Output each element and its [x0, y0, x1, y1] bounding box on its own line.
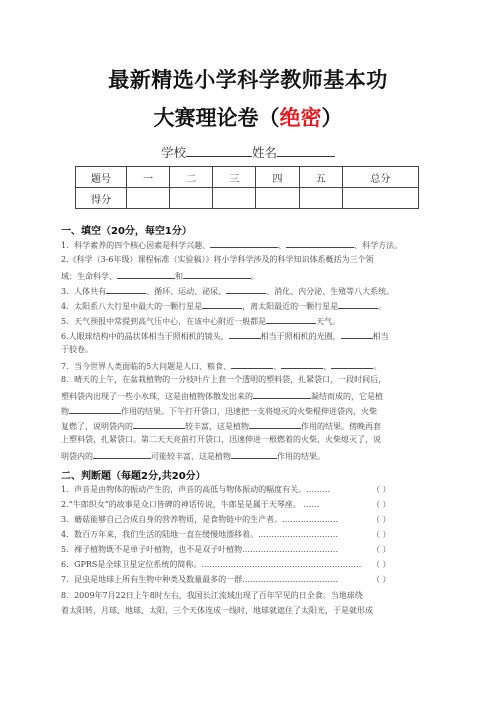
fill-question-6: [61, 329, 389, 342]
school-blank[interactable]: [186, 145, 252, 157]
q2-text: 。: [251, 272, 259, 281]
judge-question-4: 4．数百万年来，我们生活的陆地一直在缓慢地漂移着。…………………………: [61, 530, 339, 539]
score-header-cell: 题号: [76, 167, 127, 188]
fill-question-5: [61, 314, 340, 327]
q1-blank-1[interactable]: [210, 238, 278, 248]
q1-text: 、科学方法。: [354, 241, 403, 250]
answer-paren-2[interactable]: （ ）: [372, 500, 391, 509]
section-fill-heading: 一、填空（20分，每空1分）: [61, 226, 192, 237]
fill-question-1: [61, 238, 402, 251]
fill-question-7: [61, 359, 381, 372]
judge-question-6: 6．GPRS是全球卫星定位系统的简称。……………………………………………………: [61, 560, 362, 569]
q3-blank-2[interactable]: [226, 284, 266, 294]
fill-question-8-l4: [61, 419, 381, 432]
fill-question-4: [61, 299, 386, 312]
score-label-cell: 得分: [76, 188, 127, 209]
fill-question-6-cont: 于胶卷。: [61, 345, 93, 354]
score-input-cell[interactable]: [127, 188, 170, 209]
q8-text: 凝结而成的，它是植: [311, 392, 383, 401]
score-header-cell: 总分: [342, 167, 418, 188]
q1-text: 、: [278, 241, 287, 250]
score-input-cell[interactable]: [213, 188, 256, 209]
fill-question-8-l5: 上塑料袋，扎紧袋口。第二天天亮前打开袋口，迅速伸进一根燃着的火柴，火柴熄灭了，说: [61, 435, 381, 444]
q2-text: 域：生命科学、: [61, 272, 117, 281]
q7-blank-1[interactable]: [231, 359, 273, 369]
q7-text: 、: [323, 362, 332, 371]
judge-question-7: 7．昆虫是地球上所有生物中种类及数量最多的一群………………………………: [61, 575, 339, 584]
score-header-cell: 五: [299, 167, 342, 188]
q7-text: 、: [273, 362, 282, 371]
q8-blank-5[interactable]: [93, 449, 151, 459]
q8-blank-6[interactable]: [231, 449, 277, 459]
school-name-line: [0, 143, 496, 161]
school-label: 学校: [160, 145, 186, 160]
q8-text: 复燃了，说明袋内的: [61, 422, 133, 431]
section-judge-heading: 二、判断题（每题2分,共20分）: [61, 471, 206, 482]
q7-text: 7．当今世界人类面临的5大问题是人口、粮食、: [61, 362, 232, 371]
score-input-cell[interactable]: [342, 188, 418, 209]
q2-blank-1[interactable]: [117, 269, 175, 279]
q5-text: 5．天气预报中常提到高气压中心，在该中心附近一般都是: [61, 317, 267, 326]
q2-blank-2[interactable]: [183, 269, 251, 279]
q4-text: ，离太阳最近的一颗行星是: [242, 302, 339, 311]
q5-blank[interactable]: [266, 314, 316, 324]
fill-question-8-l6: [61, 449, 325, 462]
answer-paren-3[interactable]: （ ）: [372, 515, 391, 524]
q4-text: 。: [378, 302, 387, 311]
q6-text: 6.人眼球结构中的晶状体相当于照相机的镜头，: [61, 332, 229, 341]
q4-blank-1[interactable]: [202, 299, 242, 309]
name-blank[interactable]: [277, 145, 335, 157]
q3-blank-1[interactable]: [106, 284, 146, 294]
q8-text: 作用的结果。下午打开袋口，迅速把一支将熄灭的火柴棍伸进袋内，火柴: [121, 407, 377, 416]
q4-blank-2[interactable]: [338, 299, 378, 309]
q8-blank-1[interactable]: [253, 389, 311, 399]
exam-title-line2: [0, 102, 496, 132]
q7-blank-2[interactable]: [281, 359, 323, 369]
q8-text: 塑料袋内出现了一些小水珠，这是由植物体散发出来的: [61, 392, 253, 401]
judge-question-1: 1．声音是由物体的振动产生的，声音的高低与物体振动的幅度有关。………: [61, 485, 331, 494]
q6-blank-1[interactable]: [229, 329, 261, 339]
score-input-cell[interactable]: [170, 188, 213, 209]
score-table-header-row: [76, 167, 419, 188]
q7-blank-3[interactable]: [331, 359, 373, 369]
q3-text: 3．人体共有: [61, 287, 107, 296]
q6-text: 相当: [372, 332, 389, 341]
answer-paren-6[interactable]: （ ）: [372, 560, 391, 569]
title-secret: 绝密: [279, 106, 322, 130]
q4-text: 4．太阳系八大行星中最大的一颗行星是: [61, 302, 203, 311]
title-main: 大赛理论卷（: [153, 106, 280, 130]
answer-paren-4[interactable]: （ ）: [372, 530, 391, 539]
q8-text: 较丰富，这是植物: [185, 422, 249, 431]
score-input-cell[interactable]: [256, 188, 299, 209]
answer-paren-7[interactable]: （ ）: [372, 575, 391, 584]
q8-blank-3[interactable]: [133, 419, 185, 429]
q7-text: 。: [373, 362, 382, 371]
q8-text: 作用的结果。: [277, 452, 325, 461]
judge-question-2: 2.“牛郎织女”的故事是众口皆碑的神话传说，牛郎星是属于天琴座。 ……: [61, 500, 320, 509]
title-end: ）: [321, 106, 343, 130]
q2-text: 和: [175, 272, 183, 281]
fill-question-2-cont: [61, 269, 259, 282]
q6-blank-2[interactable]: [341, 329, 373, 339]
fill-question-8-l3: [61, 404, 377, 417]
judge-question-8: 8．2009年7月22日上午8时左右，我国长江流域出现了百年罕见的日全食。当地球绕: [61, 591, 363, 600]
q8-blank-2[interactable]: [69, 404, 121, 414]
score-table: [75, 166, 419, 209]
score-header-cell: 三: [213, 167, 256, 188]
fill-question-8: 8．晴天的上午，在盆栽植物的一分枝叶片上套一个透明的塑料袋，扎紧袋口，一段时间后，: [61, 375, 387, 384]
q8-text: 物: [61, 407, 69, 416]
score-table-score-row: [76, 188, 419, 209]
q1-text: 1．科学素养的四个核心因素是科学兴趣、: [61, 241, 211, 250]
score-header-cell: 二: [170, 167, 213, 188]
fill-question-8-l2: [61, 389, 383, 402]
q8-blank-4[interactable]: [249, 419, 301, 429]
exam-title-line1: 最新精选小学科学教师基本功: [108, 68, 388, 92]
answer-paren-1[interactable]: （ ）: [372, 485, 391, 494]
answer-paren-5[interactable]: （ ）: [372, 545, 391, 554]
name-label: 姓名: [252, 145, 278, 160]
q8-text: 明袋内的: [61, 452, 93, 461]
q6-text: 相当于照相机的光圈，: [260, 332, 341, 341]
fill-question-2: 2.《科学（3-6年级）课程标准（实验稿）》将小学科学涉及的科学知识体系概括为三个领: [61, 255, 374, 264]
judge-question-8-cont: 着太阳转，月球、地球、太阳，三个天体连成一线时，地球就遮住了太阳光，于是就形成: [61, 606, 373, 615]
q3-text: 、消化、内分泌、生殖等八大系统。: [266, 287, 395, 296]
score-header-cell: 四: [256, 167, 299, 188]
score-header-cell: 一: [127, 167, 170, 188]
q8-text: 可能较丰富，这是植物: [151, 452, 231, 461]
judge-question-5: 5．裸子植物既不是单子叶植物，也不是双子叶植物………………………………: [61, 545, 339, 554]
q5-text: 天气。: [316, 317, 341, 326]
q1-blank-2[interactable]: [286, 238, 354, 248]
judge-question-3: 3．蘑菇能够自己合成自身的营养物质，是食物链中的生产者。…………………: [61, 515, 339, 524]
q3-text: 、循环、运动、泌尿、: [146, 287, 227, 296]
fill-question-3: [61, 284, 394, 297]
q8-text: 作用的结果。傍晚再套: [301, 422, 381, 431]
score-input-cell[interactable]: [299, 188, 342, 209]
